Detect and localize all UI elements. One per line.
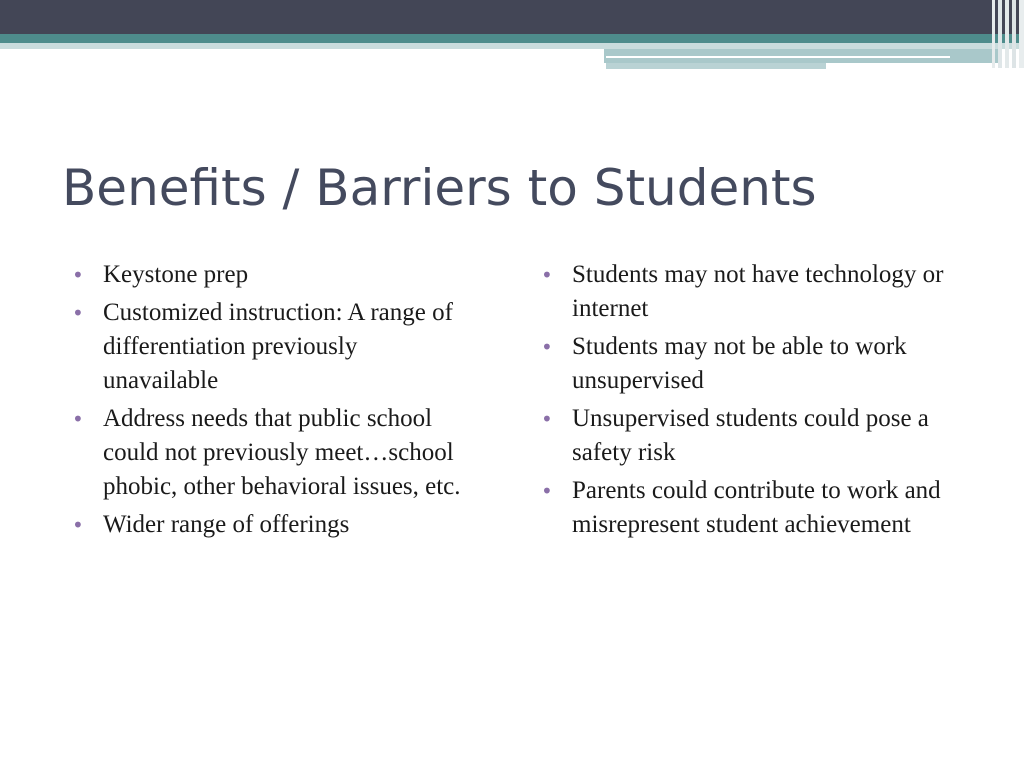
header-stripe-1: [992, 0, 995, 68]
list-item: [541, 258, 951, 326]
list-item-text: Wider range of offerings: [103, 511, 350, 538]
bullet-dot-icon: •: [72, 301, 84, 325]
bullet-dot-icon: •: [541, 407, 553, 431]
list-item: [541, 330, 951, 398]
header-stripe-3: [1005, 0, 1009, 68]
list-item: [72, 508, 462, 542]
header-light-strip-short: [606, 63, 826, 69]
list-item-text: Address needs that public school could not previously meet…school phobic, other behavioral issues, etc.: [103, 405, 461, 500]
header-teal-band: [0, 34, 1024, 43]
header-stripe-4: [1012, 0, 1016, 68]
list-item: [72, 296, 462, 398]
barriers-list: [541, 258, 951, 546]
list-item-text: Keystone prep: [103, 261, 249, 288]
slide-title: Benefits / Barriers to Students: [62, 159, 817, 217]
list-item: [541, 474, 951, 542]
bullet-dot-icon: •: [72, 407, 84, 431]
header-decoration: [0, 0, 1024, 72]
bullet-dot-icon: •: [72, 513, 84, 537]
list-item-text: Students may not have technology or internet: [572, 261, 944, 322]
list-item-text: Unsupervised students could pose a safety risk: [572, 405, 929, 466]
header-stripe-2: [998, 0, 1002, 68]
header-dark-band: [0, 0, 1024, 34]
header-white-gap: [0, 49, 604, 72]
header-light-band: [0, 43, 1024, 49]
bullet-dot-icon: •: [541, 263, 553, 287]
bullet-dot-icon: •: [72, 263, 84, 287]
header-stripe-5: [1019, 0, 1024, 68]
header-white-line: [606, 56, 950, 58]
list-item: [72, 402, 462, 504]
benefits-list: [72, 258, 462, 546]
list-item-text: Customized instruction: A range of differentiation previously unavailable: [103, 299, 453, 394]
list-item-text: Parents could contribute to work and misrepresent student achievement: [572, 477, 941, 538]
list-item: [72, 258, 462, 292]
bullet-dot-icon: •: [541, 335, 553, 359]
list-item-text: Students may not be able to work unsupervised: [572, 333, 907, 394]
bullet-dot-icon: •: [541, 479, 553, 503]
list-item: [541, 402, 951, 470]
